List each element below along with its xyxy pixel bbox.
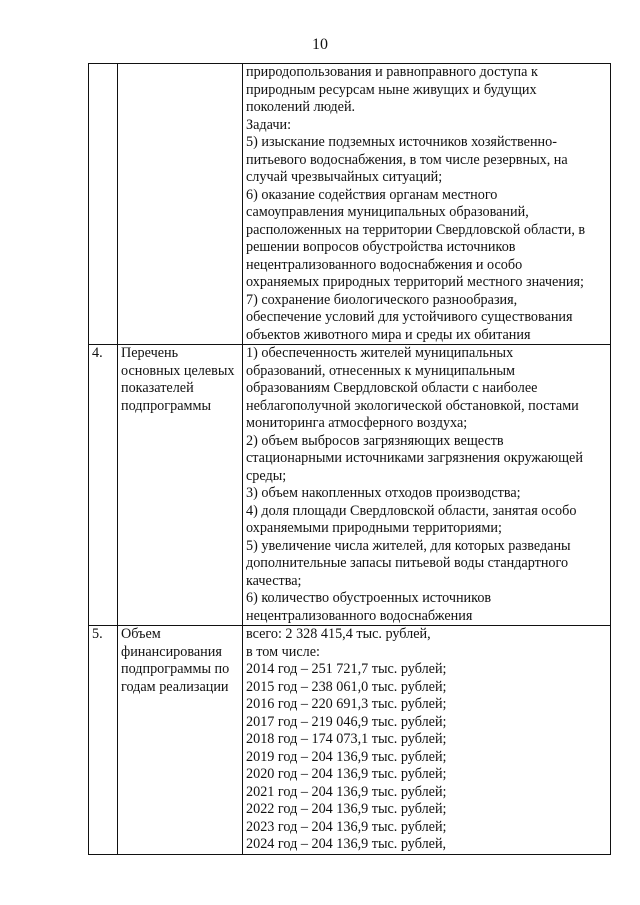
content-line: 2022 год – 204 136,9 тыс. рублей;	[246, 801, 447, 817]
content-line: нецентрализованного водоснабжения и особо	[246, 256, 523, 273]
content-line: 2016 год – 220 691,3 тыс. рублей;	[246, 696, 447, 712]
page-number: 10	[312, 36, 328, 53]
content-line: 2021 год – 204 136,9 тыс. рублей;	[246, 783, 447, 800]
content-line: образований, отнесенных к муниципальным	[246, 362, 516, 379]
row-name	[118, 64, 243, 345]
content-line: решении вопросов обустройства источников	[246, 239, 516, 255]
content-line: мониторинга атмосферного воздуха;	[246, 415, 468, 431]
row-number: 5.	[89, 626, 118, 855]
content-line: 2023 год – 204 136,9 тыс. рублей;	[246, 818, 447, 835]
content-line: природопользования и равноправного доступа к	[246, 64, 538, 80]
content-line: охраняемыми природными территориями;	[246, 520, 502, 536]
passport-table	[88, 63, 611, 855]
content-line: 2024 год – 204 136,9 тыс. рублей,	[246, 836, 447, 852]
content-line: 2019 год – 204 136,9 тыс. рублей;	[246, 748, 447, 765]
content-line: поколений людей.	[246, 99, 356, 115]
table-row	[89, 64, 611, 345]
name-line: Перечень	[121, 345, 179, 361]
content-line: 4) доля площади Свердловской области, занятая особо	[246, 502, 577, 519]
content-line: 3) объем накопленных отходов производства;	[246, 485, 521, 501]
content-line: природным ресурсам ныне живущих и будущих	[246, 81, 537, 98]
row-name	[118, 345, 243, 626]
row-content	[243, 64, 611, 345]
content-line: самоуправления муниципальных образований,	[246, 204, 529, 220]
content-line: нецентрализованного водоснабжения	[246, 607, 473, 624]
content-line: стационарными источниками загрязнения окружающей	[246, 450, 583, 466]
name-line: подпрограммы	[121, 397, 211, 414]
content-line: 2018 год – 174 073,1 тыс. рублей;	[246, 731, 447, 747]
row-content	[243, 345, 611, 626]
content-line: питьевого водоснабжения, в том числе резервных, на	[246, 151, 568, 168]
name-line: финансирования	[121, 643, 222, 660]
content-line: объектов животного мира и среды их обитания	[246, 326, 531, 343]
content-line: всего: 2 328 415,4 тыс. рублей,	[246, 626, 431, 642]
name-line: основных целевых	[121, 362, 235, 379]
row-name	[118, 626, 243, 855]
content-line: 2) объем выбросов загрязняющих веществ	[246, 432, 504, 449]
content-line: расположенных на территории Свердловской области, в	[246, 221, 586, 238]
content-line: 2014 год – 251 721,7 тыс. рублей;	[246, 661, 447, 677]
row-number	[89, 64, 118, 345]
row-number: 4.	[89, 345, 118, 626]
content-line: качества;	[246, 572, 302, 589]
table-row	[89, 345, 611, 626]
content-line: 6) оказание содействия органам местного	[246, 186, 498, 203]
content-line: 1) обеспеченность жителей муниципальных	[246, 345, 514, 361]
content-line: среды;	[246, 467, 287, 484]
content-line: 6) количество обустроенных источников	[246, 590, 492, 606]
content-line: в том числе:	[246, 643, 320, 660]
row-content	[243, 626, 611, 855]
name-line: Объем	[121, 626, 161, 642]
name-line: подпрограммы по	[121, 661, 230, 677]
content-line: случай чрезвычайных ситуаций;	[246, 169, 443, 185]
content-line: 2015 год – 238 061,0 тыс. рублей;	[246, 678, 447, 695]
content-line: охраняемых природных территорий местного значения;	[246, 274, 584, 290]
content-line: 5) изыскание подземных источников хозяйственно-	[246, 134, 557, 150]
content-line: образованиям Свердловской области с наиболее	[246, 380, 538, 396]
content-line: дополнительные запасы питьевой воды стандартного	[246, 555, 569, 571]
name-line: показателей	[121, 380, 194, 396]
content-line: обеспечение условий для устойчивого существования	[246, 309, 573, 325]
content-line: 7) сохранение биологического разнообразия,	[246, 291, 518, 308]
content-line: неблагополучной экологической обстановкой, постами	[246, 397, 579, 414]
name-line: годам реализации	[121, 678, 229, 695]
content-line: 5) увеличение числа жителей, для которых разведаны	[246, 537, 571, 554]
content-line: Задачи:	[246, 116, 292, 133]
table-row	[89, 626, 611, 855]
content-line: 2017 год – 219 046,9 тыс. рублей;	[246, 713, 447, 730]
content-line: 2020 год – 204 136,9 тыс. рублей;	[246, 766, 447, 782]
